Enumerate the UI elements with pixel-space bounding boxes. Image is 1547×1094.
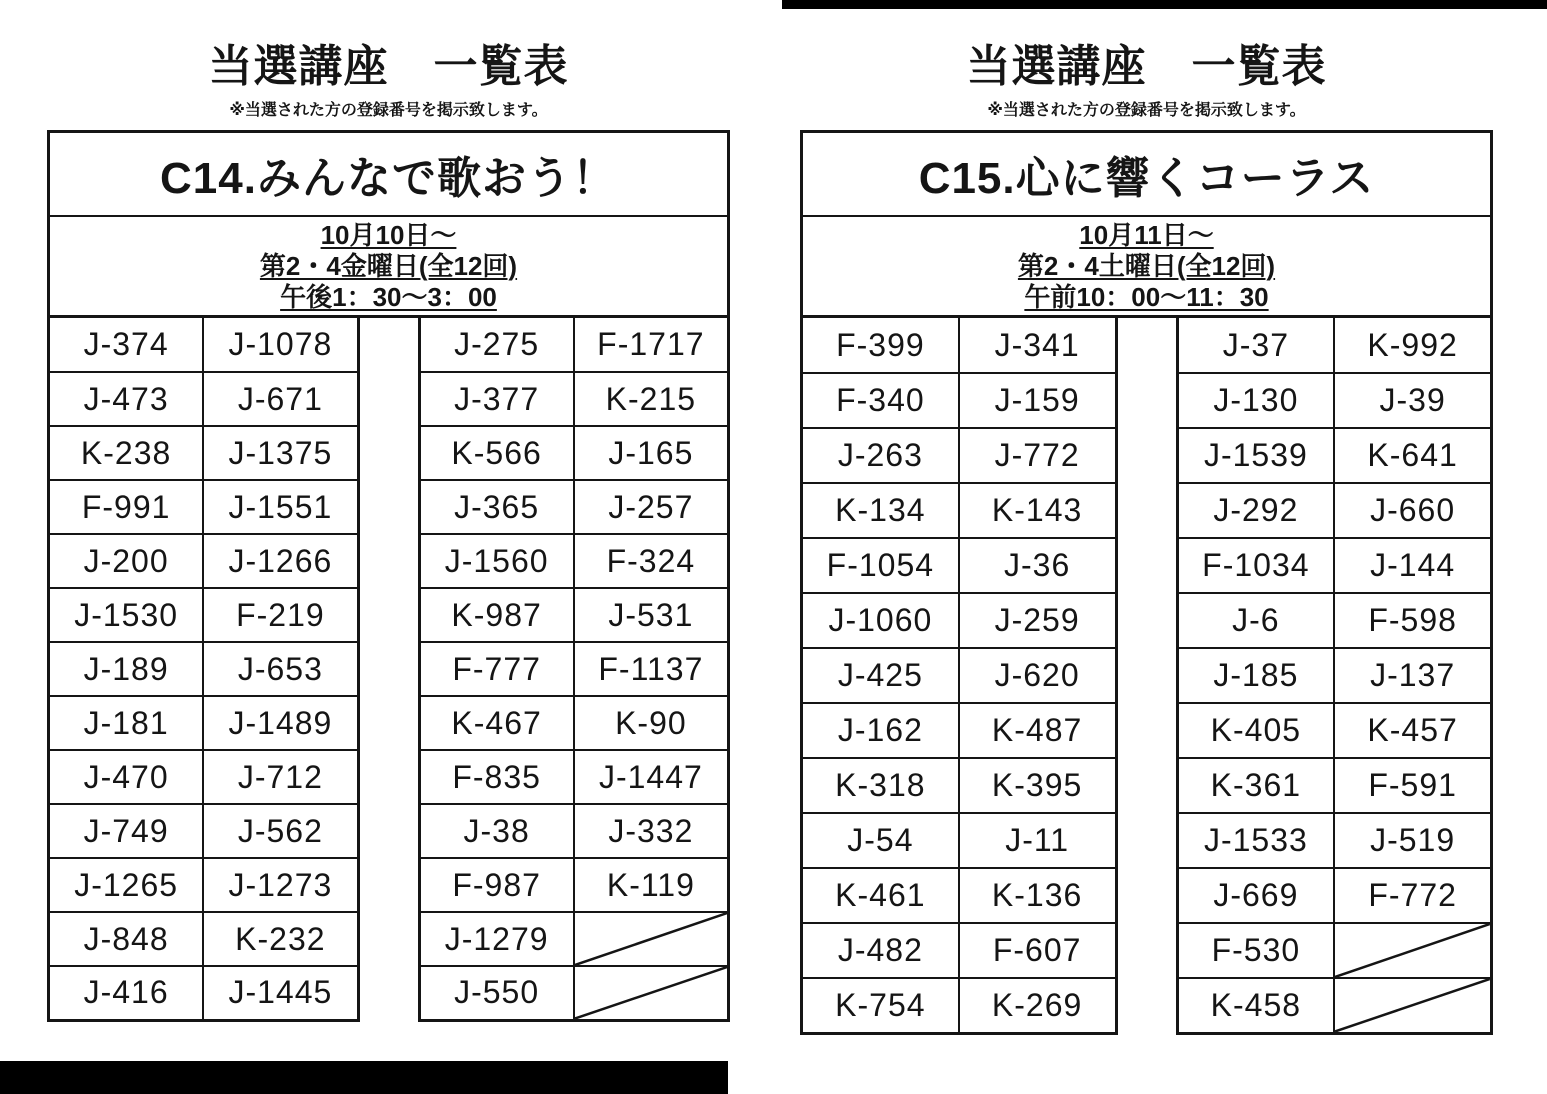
grid-row [1177, 428, 1492, 483]
grid-row [1177, 318, 1492, 373]
registration-number-cell: J-185 [1177, 648, 1334, 703]
registration-number-cell: K-467 [419, 696, 574, 750]
registration-number-cell: J-669 [1177, 868, 1334, 923]
grid-row [419, 372, 729, 426]
registration-number-cell: J-1375 [203, 426, 358, 480]
registration-number-cell: K-232 [203, 912, 358, 966]
schedule [50, 217, 727, 315]
registration-number-cell: K-461 [802, 868, 959, 923]
grid-row [802, 923, 1117, 978]
registration-number-cell: K-318 [802, 758, 959, 813]
registration-number-cell: K-405 [1177, 703, 1334, 758]
registration-number-cell: J-1539 [1177, 428, 1334, 483]
registration-number-cell: K-987 [419, 588, 574, 642]
grid-row [419, 480, 729, 534]
registration-number-cell: J-1060 [802, 593, 959, 648]
registration-number-cell: J-620 [959, 648, 1116, 703]
registration-number-cell: K-90 [574, 696, 729, 750]
registration-number-cell: F-591 [1334, 758, 1491, 813]
registration-number-cell: K-457 [1334, 703, 1491, 758]
registration-number-cell: K-566 [419, 426, 574, 480]
schedule-time: 午後1：30～3：00 [280, 281, 497, 312]
doc-note: ※当選された方の登録番号を掲示致します。 [229, 102, 548, 119]
registration-number-cell: J-11 [959, 813, 1116, 868]
grid-row [49, 642, 359, 696]
course-table-c15 [800, 130, 1493, 1035]
grid-gap [1118, 318, 1176, 1035]
registration-number-cell: F-991 [49, 480, 204, 534]
registration-number-cell: J-772 [959, 428, 1116, 483]
registration-number-cell: J-37 [1177, 318, 1334, 373]
registration-number-cell: J-749 [49, 804, 204, 858]
registration-number-cell: J-671 [203, 372, 358, 426]
grid-row [802, 758, 1117, 813]
registration-number-cell: J-473 [49, 372, 204, 426]
grid-row [1177, 813, 1492, 868]
registration-number-cell: J-1078 [203, 318, 358, 372]
schedule-days: 第2・4土曜日(全12回) [1017, 250, 1276, 281]
diagonal-line [575, 913, 727, 965]
registration-number-cell: J-660 [1334, 483, 1491, 538]
grid-row [49, 804, 359, 858]
schedule-days: 第2・4金曜日(全12回) [259, 250, 518, 281]
registration-number-cell: J-712 [203, 750, 358, 804]
empty-diagonal-cell [574, 966, 729, 1020]
course-table-c14 [47, 130, 730, 1022]
registration-number-cell: J-200 [49, 534, 204, 588]
registration-number-cell: J-470 [49, 750, 204, 804]
registration-number-cell: K-458 [1177, 978, 1334, 1033]
registration-number-cell: J-550 [419, 966, 574, 1020]
registration-number-cell: K-487 [959, 703, 1116, 758]
registration-number-cell: F-530 [1177, 923, 1334, 978]
registration-number-cell: J-332 [574, 804, 729, 858]
registration-number-cell: K-215 [574, 372, 729, 426]
registration-number-cell: J-1279 [419, 912, 574, 966]
registration-number-cell: F-772 [1334, 868, 1491, 923]
schedule-start-date: 10月11日～ [1079, 219, 1214, 250]
registration-number-cell: K-136 [959, 868, 1116, 923]
grid-row [802, 813, 1117, 868]
registration-number-cell: K-238 [49, 426, 204, 480]
empty-diagonal-cell [1334, 978, 1491, 1033]
registration-number-cell: K-119 [574, 858, 729, 912]
registration-number-cell: J-6 [1177, 593, 1334, 648]
registration-number-cell: J-165 [574, 426, 729, 480]
doc-title: 当選講座 一覧表 [208, 42, 569, 91]
registration-number-cell: J-562 [203, 804, 358, 858]
registration-number-cell: F-598 [1334, 593, 1491, 648]
registration-number-cell: J-39 [1334, 373, 1491, 428]
schedule-start-date: 10月10日～ [320, 219, 457, 250]
grid-row [1177, 593, 1492, 648]
registration-number-cell: J-263 [802, 428, 959, 483]
registration-grid-left [800, 318, 1118, 1035]
registration-grid-left [47, 318, 360, 1022]
grid-row [419, 318, 729, 372]
registration-number-cell: J-130 [1177, 373, 1334, 428]
grid-row [802, 428, 1117, 483]
registration-number-cell: K-269 [959, 978, 1116, 1033]
registration-number-cell: J-1445 [203, 966, 358, 1020]
registration-number-cell: J-848 [49, 912, 204, 966]
registration-number-cell: J-275 [419, 318, 574, 372]
registration-number-cell: F-987 [419, 858, 574, 912]
grid-row [1177, 483, 1492, 538]
table-header-block [47, 130, 730, 318]
registration-number-cell: J-365 [419, 480, 574, 534]
grid-gap [360, 318, 418, 1022]
registration-number-cell: J-653 [203, 642, 358, 696]
grid-row [802, 648, 1117, 703]
grid-row [802, 483, 1117, 538]
registration-number-cell: J-181 [49, 696, 204, 750]
grid-row [802, 593, 1117, 648]
course-name: C15.心に響くコーラス [803, 133, 1490, 217]
diagonal-line [1335, 924, 1490, 977]
doc-title: 当選講座 一覧表 [966, 42, 1327, 91]
registration-number-cell: J-1265 [49, 858, 204, 912]
registration-number-cell: J-1266 [203, 534, 358, 588]
registration-number-cell: J-1530 [49, 588, 204, 642]
grid-row [419, 858, 729, 912]
grid-row [419, 696, 729, 750]
grid-row [419, 426, 729, 480]
grid-row [49, 318, 359, 372]
registration-number-cell: J-1533 [1177, 813, 1334, 868]
registration-number-cell: F-777 [419, 642, 574, 696]
course-name: C14.みんなで歌おう！ [50, 133, 727, 217]
grid-row [1177, 703, 1492, 758]
empty-diagonal-cell [1334, 923, 1491, 978]
grid-row [49, 534, 359, 588]
grid-row [802, 703, 1117, 758]
table-header-block [800, 130, 1493, 318]
registration-number-cell: F-835 [419, 750, 574, 804]
registration-number-cell: J-54 [802, 813, 959, 868]
registration-number-cell: J-259 [959, 593, 1116, 648]
registration-number-cell: J-38 [419, 804, 574, 858]
registration-grid-right [418, 318, 731, 1022]
registration-number-cell: J-144 [1334, 538, 1491, 593]
grid-row [49, 696, 359, 750]
grid-row [49, 858, 359, 912]
registration-number-cell: F-1717 [574, 318, 729, 372]
schedule-time: 午前10：00～11：30 [1024, 281, 1269, 312]
grid-row [1177, 373, 1492, 428]
registration-number-cell: F-340 [802, 373, 959, 428]
schedule [803, 217, 1490, 315]
registration-number-cell: F-1054 [802, 538, 959, 593]
registration-number-cell: J-519 [1334, 813, 1491, 868]
registration-number-cell: F-1034 [1177, 538, 1334, 593]
registration-number-cell: F-399 [802, 318, 959, 373]
registration-number-cell: K-134 [802, 483, 959, 538]
registration-number-cell: J-1447 [574, 750, 729, 804]
registration-number-cell: J-416 [49, 966, 204, 1020]
registration-number-cell: J-137 [1334, 648, 1491, 703]
registration-number-cell: J-377 [419, 372, 574, 426]
registration-number-cell: J-1560 [419, 534, 574, 588]
registration-number-cell: J-425 [802, 648, 959, 703]
grid-row [419, 912, 729, 966]
grid-row [419, 804, 729, 858]
panel-c15 [800, 0, 1493, 1094]
registration-number-cell: J-36 [959, 538, 1116, 593]
grid-row [49, 750, 359, 804]
registration-number-cell: J-531 [574, 588, 729, 642]
grid-row [1177, 868, 1492, 923]
grid-row [802, 318, 1117, 373]
grid-row [49, 588, 359, 642]
registration-number-cell: J-162 [802, 703, 959, 758]
grid-row [1177, 648, 1492, 703]
panel-c14 [47, 0, 730, 1094]
registration-number-cell: K-641 [1334, 428, 1491, 483]
registration-number-cell: J-1551 [203, 480, 358, 534]
grid-row [1177, 758, 1492, 813]
registration-number-cell: J-257 [574, 480, 729, 534]
empty-diagonal-cell [574, 912, 729, 966]
registration-grid-right [1176, 318, 1494, 1035]
registration-number-cell: J-292 [1177, 483, 1334, 538]
registration-number-cell: J-159 [959, 373, 1116, 428]
registration-number-cell: K-395 [959, 758, 1116, 813]
diagonal-line [1335, 979, 1490, 1032]
grid-row [1177, 923, 1492, 978]
doc-note: ※当選された方の登録番号を掲示致します。 [987, 102, 1306, 119]
registration-number-cell: F-607 [959, 923, 1116, 978]
number-grids [47, 318, 730, 1022]
grid-row [802, 868, 1117, 923]
grid-row [419, 642, 729, 696]
registration-number-cell: K-361 [1177, 758, 1334, 813]
registration-number-cell: J-482 [802, 923, 959, 978]
number-grids [800, 318, 1493, 1035]
grid-row [49, 480, 359, 534]
grid-row [802, 978, 1117, 1033]
grid-row [49, 426, 359, 480]
registration-number-cell: F-324 [574, 534, 729, 588]
grid-row [49, 966, 359, 1020]
grid-row [419, 534, 729, 588]
grid-row [802, 373, 1117, 428]
registration-number-cell: J-1273 [203, 858, 358, 912]
grid-row [419, 750, 729, 804]
diagonal-line [575, 967, 727, 1019]
grid-row [49, 912, 359, 966]
registration-number-cell: K-754 [802, 978, 959, 1033]
grid-row [802, 538, 1117, 593]
registration-number-cell: J-189 [49, 642, 204, 696]
registration-number-cell: K-992 [1334, 318, 1491, 373]
registration-number-cell: J-374 [49, 318, 204, 372]
registration-number-cell: F-1137 [574, 642, 729, 696]
registration-number-cell: K-143 [959, 483, 1116, 538]
grid-row [49, 372, 359, 426]
grid-row [1177, 538, 1492, 593]
grid-row [1177, 978, 1492, 1033]
registration-number-cell: J-1489 [203, 696, 358, 750]
grid-row [419, 588, 729, 642]
grid-row [419, 966, 729, 1020]
registration-number-cell: J-341 [959, 318, 1116, 373]
registration-number-cell: F-219 [203, 588, 358, 642]
